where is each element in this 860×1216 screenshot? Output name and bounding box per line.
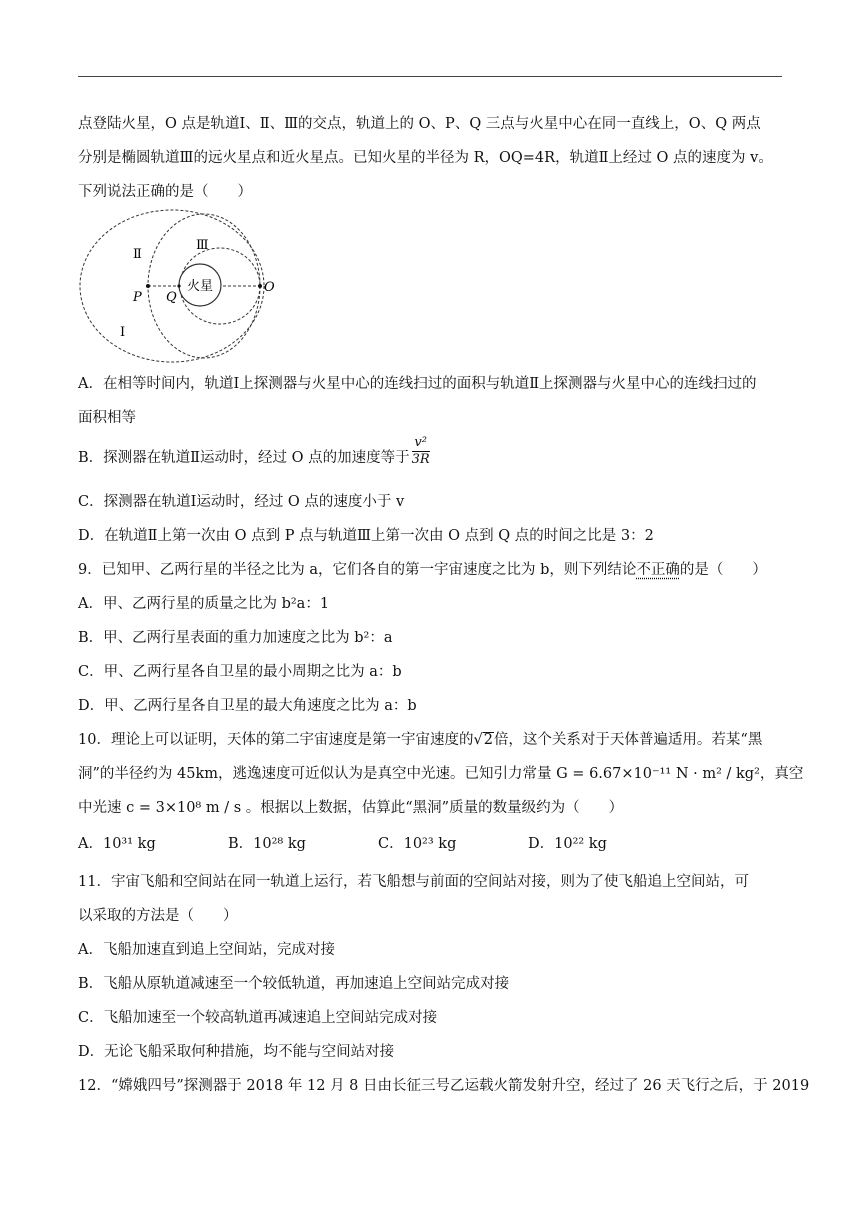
q11-line-2: 以采取的方法是（ ） [78, 908, 238, 924]
q8-option-c: C．探测器在轨道Ⅰ运动时，经过 O 点的速度小于 v [78, 494, 405, 510]
q9-stem-pre: 9．已知甲、乙两行星的半径之比为 a，它们各自的第一宇宙速度之比为 b，则下列结论 [78, 562, 637, 578]
q10-option-b: B．10²⁸ kg [228, 836, 306, 852]
q8-line-2: 分别是椭圆轨道Ⅲ的远火星点和近火星点。已知火星的半径为 R，OQ=4R，轨道Ⅱ上经过 O 点的速度为 v。 [78, 150, 773, 166]
label-o: O [264, 280, 275, 295]
q10-line-1-pre: 10．理论上可以证明，天体的第二宇宙速度是第一宇宙速度的 [78, 732, 474, 748]
q9-option-d: D．甲、乙两行星各自卫星的最大角速度之比为 a：b [78, 698, 417, 714]
q10-line-3: 中光速 c = 3×10⁸ m / s 。根据以上数据，估算此“黑洞”质量的数量级约为（ ） [78, 800, 624, 816]
mars-label: 火星 [186, 279, 214, 294]
label-orbit-1: Ⅰ [120, 325, 126, 340]
q8-line-1: 点登陆火星，O 点是轨道Ⅰ、Ⅱ、Ⅲ的交点，轨道上的 O、P、Q 三点与火星中心在同一直线上，O、Q 两点 [78, 116, 761, 132]
q9-stem-post: 的是（ ） [679, 562, 767, 578]
q11-option-a: A．飞船加速直到追上空间站，完成对接 [78, 942, 335, 958]
sqrt-value: 2 [483, 732, 493, 748]
header-rule [78, 76, 782, 77]
q11-option-d: D．无论飞船采取何种措施，均不能与空间站对接 [78, 1044, 395, 1060]
q9-option-a: A．甲、乙两行星的质量之比为 b²a：1 [78, 596, 330, 612]
q8-option-a-line-1: A．在相等时间内，轨道Ⅰ上探测器与火星中心的连线扫过的面积与轨道Ⅱ上探测器与火星中心的连线扫过的 [78, 376, 757, 392]
q11-option-c: C．飞船加速至一个较高轨道再减速追上空间站完成对接 [78, 1010, 438, 1026]
q8-option-d: D．在轨道Ⅱ上第一次由 O 点到 P 点与轨道Ⅲ上第一次由 O 点到 Q 点的时间之比是 3：2 [78, 528, 654, 544]
point-o [258, 284, 262, 288]
q9-stem [78, 560, 767, 580]
label-p: P [133, 290, 142, 305]
point-p [146, 284, 150, 288]
label-q: Q [166, 290, 177, 305]
q12-line-1: 12．“嫦娥四号”探测器于 2018 年 12 月 8 日由长征三号乙运载火箭发射升空，经过了 26 天飞行之后，于 2019 [78, 1078, 810, 1094]
point-q [177, 284, 180, 287]
orbit-diagram [78, 206, 288, 366]
q8-option-b-text: B．探测器在轨道Ⅱ运动时，经过 O 点的加速度等于 [78, 450, 410, 466]
q9-option-c: C．甲、乙两行星各自卫星的最小周期之比为 a：b [78, 664, 402, 680]
q10-line-1-post: 倍，这个关系对于天体普遍适用。若某“黑 [493, 732, 763, 748]
q9-stem-emphasis: 不正确 [636, 562, 680, 578]
q10-option-c: C．10²³ kg [378, 836, 457, 852]
q8-option-b [78, 434, 432, 468]
label-orbit-3: Ⅲ [196, 238, 209, 253]
orbit-1 [80, 210, 264, 362]
q8-option-b-fraction [412, 435, 430, 468]
q10-option-a: A．10³¹ kg [78, 836, 156, 852]
q10-line-2: 洞”的半径约为 45km，逃逸速度可近似认为是真空中光速。已知引力常量 G = 6.67×10⁻¹¹ N · m² / kg²，真空 [78, 766, 804, 782]
q8-line-3: 下列说法正确的是（ ） [78, 184, 252, 200]
q10-line-1: 10．理论上可以证明，天体的第二宇宙速度是第一宇宙速度的√2倍，这个关系对于天体普遍适用。若某“黑 [78, 732, 763, 748]
fraction-numerator: v² [412, 435, 430, 452]
q10-option-d: D．10²² kg [528, 836, 607, 852]
q11-option-b: B．飞船从原轨道减速至一个较低轨道，再加速追上空间站完成对接 [78, 976, 510, 992]
q11-line-1: 11．宇宙飞船和空间站在同一轨道上运行，若飞船想与前面的空间站对接，则为了使飞船追上空间站，可 [78, 874, 749, 890]
fraction-denominator: 3R [411, 451, 430, 467]
label-orbit-2: Ⅱ [133, 247, 142, 262]
q8-option-a-line-2: 面积相等 [78, 410, 136, 426]
q9-option-b: B．甲、乙两行星表面的重力加速度之比为 b²：a [78, 630, 393, 646]
